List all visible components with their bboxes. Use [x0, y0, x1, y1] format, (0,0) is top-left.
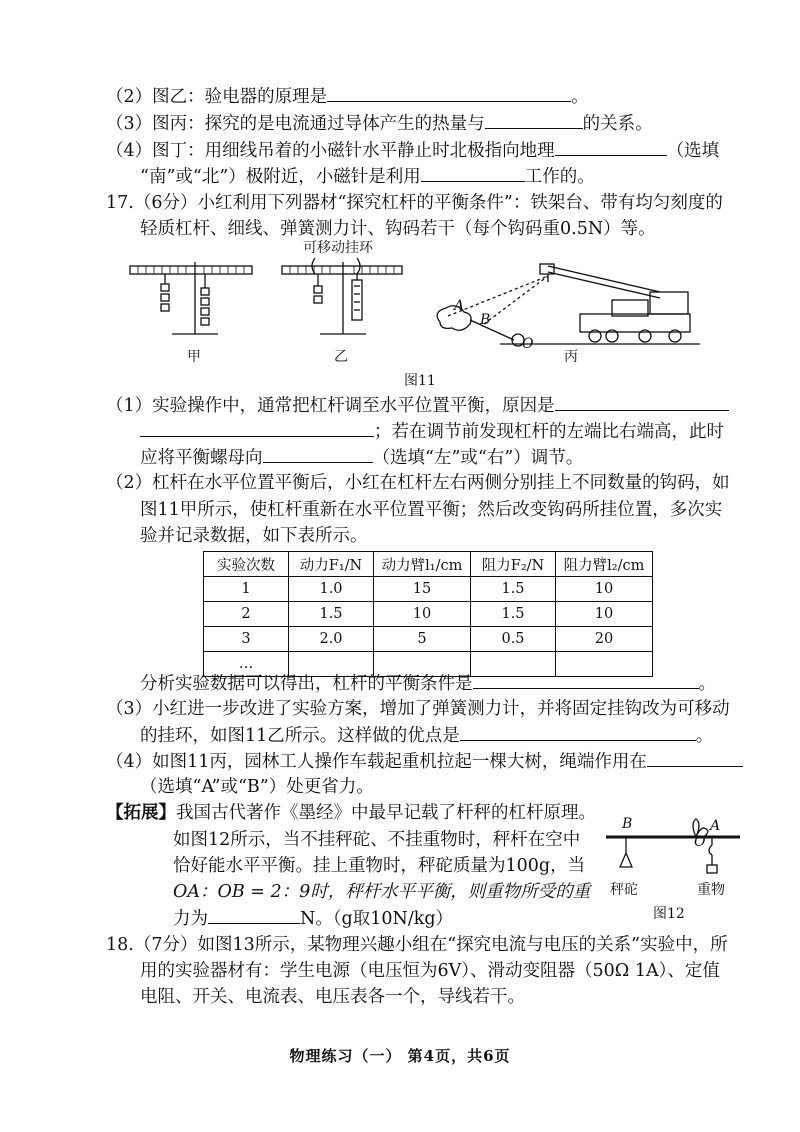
extension-line2: 如图12所示，当不挂秤砣、不挂重物时，秤杆在空中 — [173, 830, 581, 850]
fig-jia-label: 甲 — [187, 349, 201, 365]
q18-line2: 用的实验器材有：学生电源（电压恒为6V）、滑动变阻器（50Ω 1A）、定值 — [140, 961, 720, 981]
extension-line4: OA：OB = 2：9时，秤杆水平平衡，则重物所受的重 — [173, 882, 591, 902]
q17-part1-line1: （1）实验操作中，通常把杠杆调至水平位置平衡，原因是 — [106, 392, 729, 419]
table-cell: 3 — [204, 627, 289, 652]
table-cell: 1.5 — [471, 602, 556, 627]
answer-blank[interactable] — [263, 444, 373, 463]
table-cell: 1.5 — [471, 577, 556, 602]
answer-blank[interactable] — [140, 418, 374, 437]
table-header-row — [204, 552, 653, 577]
q17-part2-line2: 图11甲所示，使杠杆重新在水平位置平衡；然后改变钩码所挂位置，多次实 — [140, 500, 723, 520]
q18-line3: 电阻、开关、电流表、电压表各一个，导线若干。 — [140, 987, 525, 1007]
q17-part1-line2: ；若在调节前发现杠杆的左端比右端高，此时 — [140, 418, 724, 445]
table-cell: 10 — [556, 602, 653, 627]
page-footer: 物理练习（一） 第4页，共6页 — [289, 1047, 511, 1065]
q17-part2-conclusion: 分析实验数据可以得出，杠杆的平衡条件是 。 — [140, 670, 716, 697]
fig12-point-o: O — [694, 834, 706, 850]
answer-blank[interactable] — [555, 392, 729, 411]
answer-blank[interactable] — [473, 670, 699, 689]
table-header: 动力臂l₁/cm — [374, 552, 471, 577]
q17-part1-line3: 应将平衡螺母向 （选填“左”或“右”）调节。 — [140, 444, 583, 471]
fig-yi-label: 乙 — [334, 349, 348, 365]
answer-blank[interactable] — [208, 905, 300, 924]
answer-blank[interactable] — [421, 163, 525, 182]
crane-diagram-bing — [437, 264, 700, 346]
answer-blank[interactable] — [485, 110, 583, 129]
lever-diagram-yi — [282, 258, 402, 334]
point-a-label: A — [454, 298, 465, 314]
table-header: 实验次数 — [204, 552, 289, 577]
table-cell: 2 — [204, 602, 289, 627]
table-row — [204, 627, 653, 652]
q17-part3-line1: （3）小红进一步改进了实验方案，增加了弹簧测力计，并将固定挂钩改为可移动 — [106, 699, 730, 719]
table-row — [204, 602, 653, 627]
table-cell: 1.0 — [289, 577, 374, 602]
q16-part2: （2）图乙：验电器的原理是 。 — [106, 83, 589, 110]
q17-part2-line3: 验并记录数据，如下表所示。 — [140, 526, 368, 546]
lever-diagram-jia — [130, 262, 252, 334]
q17-intro-1: 17.（6分）小红利用下列器材“探究杠杆的平衡条件”：铁架台、带有均匀刻度的 — [106, 193, 723, 213]
table-cell: 1.5 — [289, 602, 374, 627]
figure-11 — [0, 252, 800, 402]
table-cell: 2.0 — [289, 627, 374, 652]
table-cell: 15 — [374, 577, 471, 602]
table-cell: 20 — [556, 627, 653, 652]
table-cell: 10 — [556, 577, 653, 602]
experiment-data-table — [203, 551, 653, 677]
q16-part3: （3）图丙：探究的是电流通过导体产生的热量与 的关系。 — [106, 110, 653, 137]
fig12-point-b: B — [622, 816, 633, 832]
q16-part4-line1: （4）图丁：用细线吊着的小磁针水平静止时北极指向地理 （选填 — [106, 137, 719, 164]
fig12-point-a: A — [710, 818, 721, 834]
q17-part2-line1: （2）杠杆在水平位置平衡后，小红在杠杆左右两侧分别挂上不同数量的钩码，如 — [106, 473, 730, 493]
point-o-label: O — [522, 336, 534, 352]
q17-part4-line2: （选填“A”或“B”）处更省力。 — [140, 777, 374, 797]
extension-line5: 力为 N。（g取10N/kg） — [173, 905, 453, 932]
fig-bing-label: 丙 — [564, 349, 578, 365]
answer-blank[interactable] — [647, 748, 743, 767]
table-cell: 0.5 — [471, 627, 556, 652]
q16-part4-line2: “南”或“北”）极附近，小磁针是利用 工作的。 — [140, 163, 595, 190]
table-header: 动力F₁/N — [289, 552, 374, 577]
q18-line1: 18.（7分）如图13所示，某物理兴趣小组在“探究电流与电压的关系”实验中，所 — [106, 935, 728, 955]
table-cell: 5 — [374, 627, 471, 652]
table-row — [204, 577, 653, 602]
figure-11-title: 图11 — [404, 373, 436, 389]
extension-tag: 【拓展】 — [106, 803, 176, 823]
table-header: 阻力臂l₂/cm — [556, 552, 653, 577]
q17-part4-line1: （4）如图11丙，园林工人操作车载起重机拉起一棵大树，绳端作用在 — [106, 748, 743, 775]
answer-blank[interactable] — [555, 137, 667, 156]
table-header: 阻力F₂/N — [471, 552, 556, 577]
movable-ring-caption: 可移动挂环 — [303, 240, 373, 256]
table-cell: 10 — [374, 602, 471, 627]
fig12-object-label: 重物 — [697, 882, 725, 898]
table-cell: 1 — [204, 577, 289, 602]
answer-blank[interactable] — [460, 722, 696, 741]
table-cell: … — [204, 652, 289, 677]
figure-12-title: 图12 — [653, 906, 685, 922]
extension-line3: 恰好能水平平衡。挂上重物时，秤砣质量为100g，当 — [173, 856, 586, 876]
answer-blank[interactable] — [327, 83, 571, 102]
point-b-label: B — [480, 312, 491, 328]
fig12-weight-label: 秤砣 — [610, 882, 638, 898]
extension-line1: 【拓展】我国古代著作《墨经》中最早记载了杆秤的杠杆原理。 — [106, 803, 596, 823]
q17-part3-line2: 的挂环，如图11乙所示。这样做的优点是 。 — [140, 722, 713, 749]
q17-intro-2: 轻质杠杆、细线、弹簧测力计、钩码若干（每个钩码重0.5N）等。 — [140, 219, 656, 239]
